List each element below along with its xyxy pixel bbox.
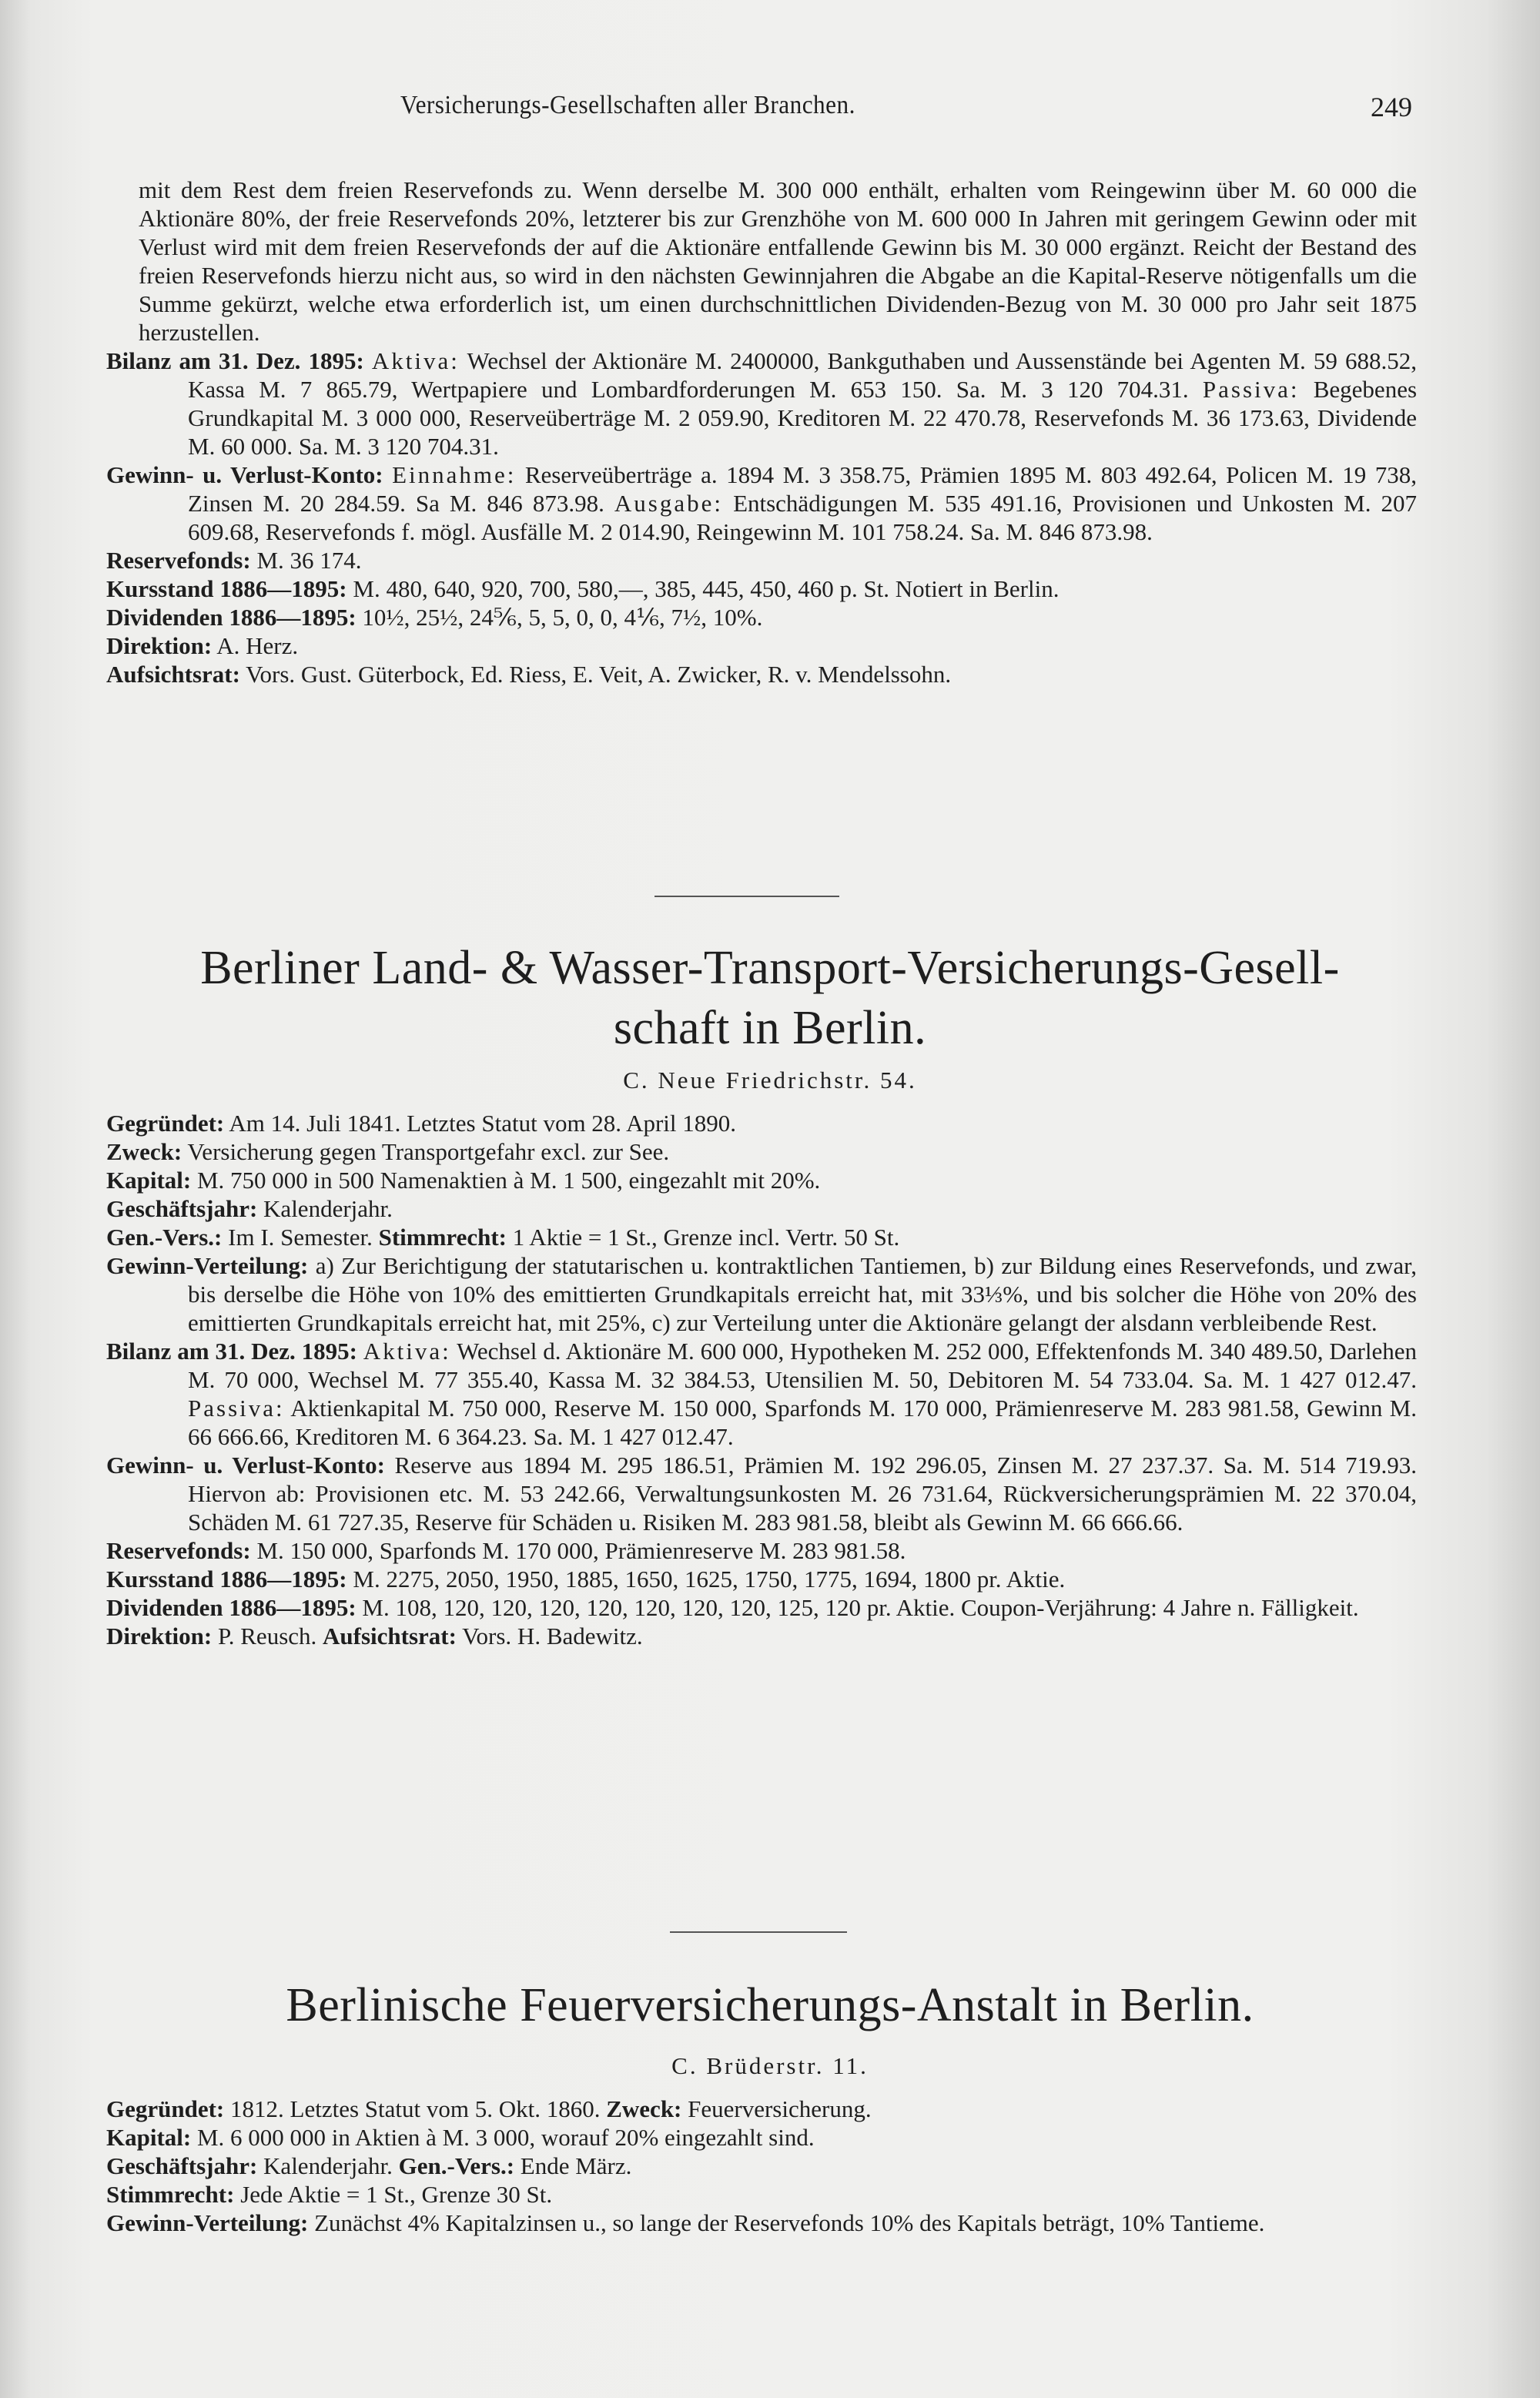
- entry-text: a) Zur Berichtigung der statutarischen u. kontraktlichen Tantiemen, b) zur Bildung eines Reservefonds, und zwar, bis derselbe die Höhe von 10% des emittierten Grundkapitals erreicht hat, mit 33⅓%, und bis solcher die Höhe von 20% des emittierten Grundkapitals erreicht hat, mit 25%, c) zur Verteilung unter die Aktionäre gelangt der alsdann verbleibende Rest.: [188, 1252, 1417, 1336]
- entry-label: Bilanz am 31. Dez. 1895:: [106, 1338, 357, 1365]
- entry-aufsichtsrat: [106, 660, 1417, 688]
- entry-gegruendet: [106, 1109, 1417, 1137]
- entry-text: Reserveüberträge a. 1894 M. 3 358.75, Prämien 1895 M. 803 492.64, Policen M. 19 738, Zinsen M. 20 284.59. Sa M. 846 873.98.: [188, 461, 1418, 517]
- entry-label: Reservefonds:: [106, 1537, 251, 1564]
- entry-label: Direktion:: [106, 1623, 213, 1649]
- entry-label: Gen.-Vers.:: [106, 1224, 223, 1251]
- entry-label: Stimmrecht:: [106, 2181, 235, 2208]
- entry-kursstand: [106, 574, 1417, 603]
- entry-sublabel: Aktiva:: [363, 1338, 451, 1365]
- entry-label: Kapital:: [106, 1167, 192, 1194]
- entry-stimmrecht: [106, 2180, 1417, 2209]
- entry-label: Bilanz am 31. Dez. 1895:: [106, 347, 364, 374]
- entry-label: Reservefonds:: [106, 547, 251, 574]
- entry-gewinn-verlust: [106, 461, 1418, 546]
- entry-text: Begebenes Grundkapital M. 3 000 000, Reserveüberträge M. 2 059.90, Kreditoren M. 22 470.78, Reservefonds M. 36 173.63, Dividende M. 60 000. Sa. M. 3 120 704.31.: [188, 376, 1418, 460]
- entry-label: Kursstand 1886—1895:: [106, 1566, 347, 1593]
- entry-bilanz: [106, 347, 1418, 461]
- section-divider: [670, 1931, 847, 1933]
- company-title-berliner-land-wasser: [0, 938, 1540, 1058]
- entry-label-gen-vers: Gen.-Vers.:: [398, 2152, 515, 2179]
- entry-label: Gewinn-Verteilung:: [106, 2209, 309, 2236]
- company-address: C. Neue Friedrichstr. 54.: [623, 1067, 917, 1094]
- entry-direktion: [106, 631, 1417, 660]
- entry-text: M. 750 000 in 500 Namenaktien à M. 1 500, eingezahlt mit 20%.: [196, 1167, 821, 1194]
- entry-label: Gewinn- u. Verlust-Konto:: [106, 461, 383, 488]
- company-address: C. Brüderstr. 11.: [671, 2052, 869, 2079]
- entry-gewinn-verteilung: [106, 1251, 1417, 1337]
- entry-geschaeftsjahr: [106, 1194, 1417, 1223]
- entry-label: Direktion:: [106, 632, 213, 659]
- entry-label: Zweck:: [106, 1138, 182, 1165]
- entry-text: M. 480, 640, 920, 700, 580,—, 385, 445, 450, 460 p. St. Notiert in Berlin.: [353, 575, 1060, 602]
- entry-label-aufsichtsrat: Aufsichtsrat:: [323, 1623, 457, 1649]
- entry-gegruendet: [106, 2095, 1417, 2123]
- entry-kursstand: [106, 1565, 1417, 1593]
- company1-details: [106, 1109, 1418, 1650]
- entry-zweck: [106, 1137, 1417, 1166]
- entry-text: M. 36 174.: [256, 547, 362, 574]
- entry-text: 1 Aktie = 1 St., Grenze incl. Vertr. 50 St.: [512, 1224, 900, 1251]
- entry-gen-vers: [106, 1223, 1417, 1251]
- entry-text: M. 150 000, Sparfonds M. 170 000, Prämienreserve M. 283 981.58.: [256, 1537, 906, 1564]
- entry-geschaeftsjahr: [106, 2152, 1417, 2180]
- entry-text: Im I. Semester.: [228, 1224, 373, 1251]
- entry-sublabel: Aktiva:: [371, 347, 460, 374]
- entry-gewinn-verlust: [106, 1451, 1418, 1536]
- entry-text: 10½, 25½, 24⅚, 5, 5, 0, 0, 4⅙, 7½, 10%.: [362, 604, 763, 631]
- entry-label: Dividenden 1886—1895:: [106, 1594, 357, 1621]
- entry-text: Reserve aus 1894 M. 295 186.51, Prämien M. 192 296.05, Zinsen M. 27 237.37. Sa. M. 514 719.93. Hiervon ab: Provisionen etc. M. 53 242.66, Verwaltungsunkosten M. 26 731.64, Rückversicherungsprämien M. 22 370.04, Schäden M. 61 727.35, Reserve für Schäden u. Risiken M. 283 981.58, bleibt als Gewinn M. 66 666.66.: [188, 1452, 1418, 1536]
- company-title-berlinische-feuer: Berlinische Feuerversicherungs-Anstalt in Berlin.: [286, 1979, 1254, 2031]
- company-title-line: Berliner Land- & Wasser-Transport-Versicherungs-Gesell-: [200, 942, 1340, 994]
- entry-text: Jede Aktie = 1 St., Grenze 30 St.: [240, 2181, 553, 2208]
- entry-label: Aufsichtsrat:: [106, 661, 240, 688]
- entry-label: Gewinn-Verteilung:: [106, 1252, 309, 1279]
- entry-text: M. 6 000 000 in Aktien à M. 3 000, worauf 20% eingezahlt sind.: [196, 2124, 815, 2151]
- entry-label-zweck: Zweck:: [606, 2095, 682, 2122]
- entry-label: Gegründet:: [106, 2095, 225, 2122]
- entry-text: Wechsel d. Aktionäre M. 600 000, Hypotheken M. 252 000, Effektenfonds M. 340 489.50, Darlehen M. 70 000, Wechsel M. 77 355.40, Kassa M. 32 384.53, Utensilien M. 50, Debitoren M. 54 733.04. Sa. M. 1 427 012.47.: [188, 1338, 1417, 1393]
- entry-sublabel: Passiva:: [188, 1395, 285, 1422]
- entry-text: Kalenderjahr.: [263, 1195, 393, 1222]
- entry-sublabel: Ausgabe:: [614, 490, 723, 517]
- entry-reservefonds: [106, 546, 1417, 574]
- entry-gewinn-verteilung: [106, 2209, 1417, 2237]
- entry-label-stimmrecht: Stimmrecht:: [378, 1224, 507, 1251]
- entry-dividenden: [106, 603, 1417, 631]
- entry-sublabel: Einnahme:: [392, 461, 517, 488]
- page-number: 249: [1371, 92, 1412, 122]
- entry-text: P. Reusch.: [217, 1623, 317, 1649]
- entry-label: Kursstand 1886—1895:: [106, 575, 347, 602]
- entry-text: Ende März.: [520, 2152, 632, 2179]
- entry-label: Kapital:: [106, 2124, 192, 2151]
- company2-details: [106, 2095, 1417, 2237]
- entry-label: Gegründet:: [106, 1110, 225, 1137]
- entry-text: M. 2275, 2050, 1950, 1885, 1650, 1625, 1750, 1775, 1694, 1800 pr. Aktie.: [353, 1566, 1066, 1593]
- entry-reservefonds: [106, 1536, 1417, 1565]
- entry-bilanz: [106, 1337, 1417, 1451]
- running-title: Versicherungs-Gesellschaften aller Branchen.: [400, 91, 855, 119]
- entry-label: Geschäftsjahr:: [106, 2152, 258, 2179]
- entry-text: Kalenderjahr.: [263, 2152, 393, 2179]
- company-title-line: schaft in Berlin.: [613, 1002, 927, 1054]
- entry-kapital: [106, 1166, 1417, 1194]
- entry-text: Wechsel der Aktionäre M. 2400000, Bankguthaben und Aussenstände bei Agenten M. 59 688.52, Kassa M. 7 865.79, Wertpapiere und Lombardforderungen M. 653 150. Sa. M. 3 120 704.31.: [188, 347, 1417, 403]
- entry-text: Entschädigungen M. 535 491.16, Provisionen und Unkosten M. 207 609.68, Reservefonds f. mögl. Ausfälle M. 2 014.90, Reingewinn M. 101 758.24. Sa. M. 846 873.98.: [188, 490, 1418, 545]
- entry-text: Zunächst 4% Kapitalzinsen u., so lange der Reservefonds 10% des Kapitals beträgt, 10% Tantieme.: [314, 2209, 1265, 2236]
- entry-text: Vors. H. Badewitz.: [462, 1623, 643, 1649]
- running-head: [0, 91, 1540, 129]
- entry-sublabel: Passiva:: [1202, 376, 1300, 403]
- entry-text: Versicherung gegen Transportgefahr excl. zur See.: [187, 1138, 670, 1165]
- entry-direktion: [106, 1622, 1417, 1650]
- entry-text: Vors. Gust. Güterbock, Ed. Riess, E. Veit, A. Zwicker, R. v. Mendelssohn.: [246, 661, 952, 688]
- entry-text: Feuerversicherung.: [688, 2095, 872, 2122]
- entry-text: 1812. Letztes Statut vom 5. Okt. 1860.: [230, 2095, 601, 2122]
- entry-label: Gewinn- u. Verlust-Konto:: [106, 1452, 385, 1479]
- entry-label: Dividenden 1886—1895:: [106, 604, 357, 631]
- entry-text: M. 108, 120, 120, 120, 120, 120, 120, 120, 125, 120 pr. Aktie. Coupon-Verjährung: 4 Jahre n. Fälligkeit.: [362, 1594, 1359, 1621]
- entry-text: A. Herz.: [216, 632, 299, 659]
- entry-dividenden: [106, 1593, 1417, 1622]
- section-divider: [654, 896, 839, 897]
- entry-label: Geschäftsjahr:: [106, 1195, 258, 1222]
- entry-text: Am 14. Juli 1841. Letztes Statut vom 28. April 1890.: [229, 1110, 737, 1137]
- entry-kapital: [106, 2123, 1417, 2152]
- entry-text: Aktienkapital M. 750 000, Reserve M. 150 000, Sparfonds M. 170 000, Prämienreserve M. 283 981.58, Gewinn M. 66 666.66, Kreditoren M. 6 364.23. Sa. M. 1 427 012.47.: [188, 1395, 1417, 1450]
- continuation-paragraph: mit dem Rest dem freien Reservefonds zu. Wenn derselbe M. 300 000 enthält, erhalten vom Reingewinn über M. 60 000 die Aktionäre 80%, der freie Reservefonds 20%, letzterer bis zur Grenzhöhe von M. 600 000 In Jahren mit geringem Gewinn oder mit Verlust wird mit dem freien Reservefonds der auf die Aktionäre entfallende Gewinn bis M. 30 000 ergänzt. Reicht der Bestand des freien Reservefonds hierzu nicht aus, so wird in den nächsten Gewinnjahren die Abgabe an die Kapital-Reserve nötigenfalls um die Summe gekürzt, welche etwa erforderlich ist, um einen durchschnittlichen Dividenden-Bezug von M. 30 000 pro Jahr seit 1875 herzustellen.: [139, 176, 1417, 346]
- continuation-section: [106, 176, 1418, 688]
